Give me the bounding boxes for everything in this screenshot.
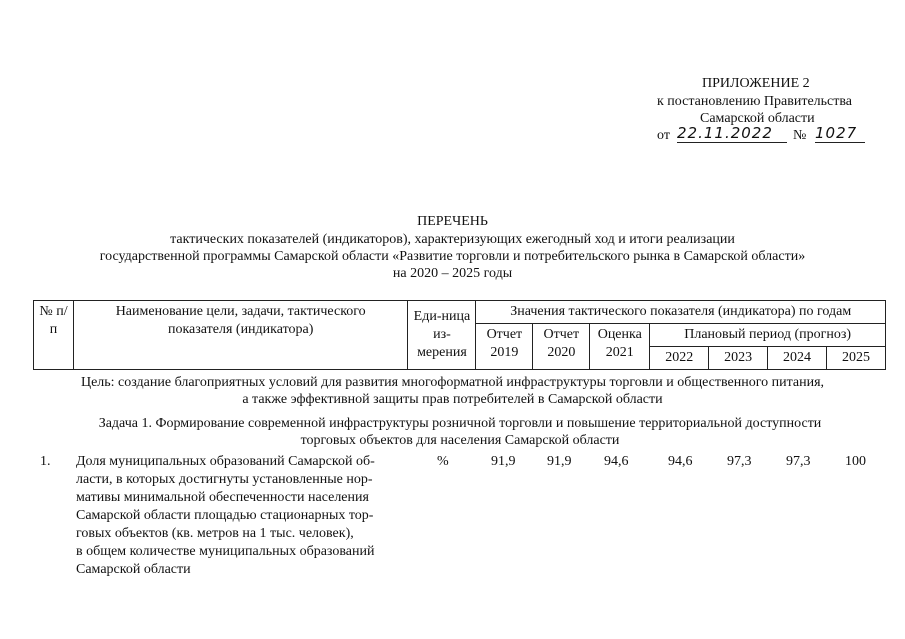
appendix-number-value: 1027 <box>815 124 865 143</box>
appendix-line2: Самарской области <box>700 111 815 126</box>
row-name <box>76 453 411 579</box>
row-value-2024: 97,3 <box>786 454 811 469</box>
row-name-line: ласти, в которых достигнуты установленные нор- <box>76 472 373 487</box>
row-name-line: Самарской области <box>76 562 191 577</box>
col-plan-period: Плановый период (прогноз) <box>650 324 886 347</box>
row-name-line: в общем количестве муниципальных образований <box>76 544 375 559</box>
row-value-2019: 91,9 <box>491 454 516 469</box>
col-year-2024: 2024 <box>768 347 827 370</box>
row-value-2023: 97,3 <box>727 454 752 469</box>
row-value-2021: 94,6 <box>604 454 629 469</box>
row-value-2025: 100 <box>845 454 866 469</box>
col-report-2020: Отчет 2020 <box>533 324 590 370</box>
row-value-2020: 91,9 <box>547 454 572 469</box>
appendix-line1: к постановлению Правительства <box>657 94 853 109</box>
goal-line1: Цель: создание благоприятных условий для развития многоформатной инфраструктуры торговли и общественного питания, <box>80 375 825 390</box>
col-year-2023: 2023 <box>709 347 768 370</box>
col-unit-header: Еди-ница из-мерения <box>408 301 476 370</box>
col-name-header: Наименование цели, задачи, тактического показателя (индикатора) <box>73 301 408 370</box>
row-name-line: Доля муниципальных образований Самарской об- <box>76 454 375 469</box>
col-report-2019: Отчет 2019 <box>476 324 533 370</box>
appendix-date-value: 22.11.2022 <box>677 124 787 143</box>
indicator-table-header <box>33 300 886 370</box>
heading-line1: тактических показателей (индикаторов), характеризующих ежегодный ход и итоги реализации <box>170 232 735 247</box>
col-year-2025: 2025 <box>827 347 886 370</box>
appendix-title: ПРИЛОЖЕНИЕ 2 <box>702 76 810 91</box>
col-year-2022: 2022 <box>650 347 709 370</box>
appendix-number-prefix: № <box>793 128 807 143</box>
appendix-date-prefix: от <box>657 128 670 143</box>
row-name-line: Самарской области площадью стационарных тор- <box>76 508 374 523</box>
task-line2: торговых объектов для населения Самарской области <box>300 433 620 448</box>
task-line1: Задача 1. Формирование современной инфраструктуры розничной торговли и повышение территориальной доступности <box>98 416 822 431</box>
col-estimate-2021: Оценка 2021 <box>590 324 650 370</box>
col-num-header: № п/п <box>34 301 74 370</box>
heading-title: ПЕРЕЧЕНЬ <box>417 214 488 229</box>
col-values-header: Значения тактического показателя (индикатора) по годам <box>476 301 886 324</box>
row-unit: % <box>437 454 449 469</box>
row-value-2022: 94,6 <box>668 454 693 469</box>
row-num: 1. <box>40 454 51 469</box>
row-name-line: говых объектов (кв. метров на 1 тыс. человек), <box>76 526 354 541</box>
row-name-line: мативы минимальной обеспеченности населения <box>76 490 369 505</box>
heading-line3: на 2020 – 2025 годы <box>392 266 513 281</box>
heading-line2: государственной программы Самарской области «Развитие торговли и потребительского рынка в Самарской области» <box>99 249 806 264</box>
goal-line2: а также эффективной защиты прав потребителей в Самарской области <box>242 392 663 407</box>
